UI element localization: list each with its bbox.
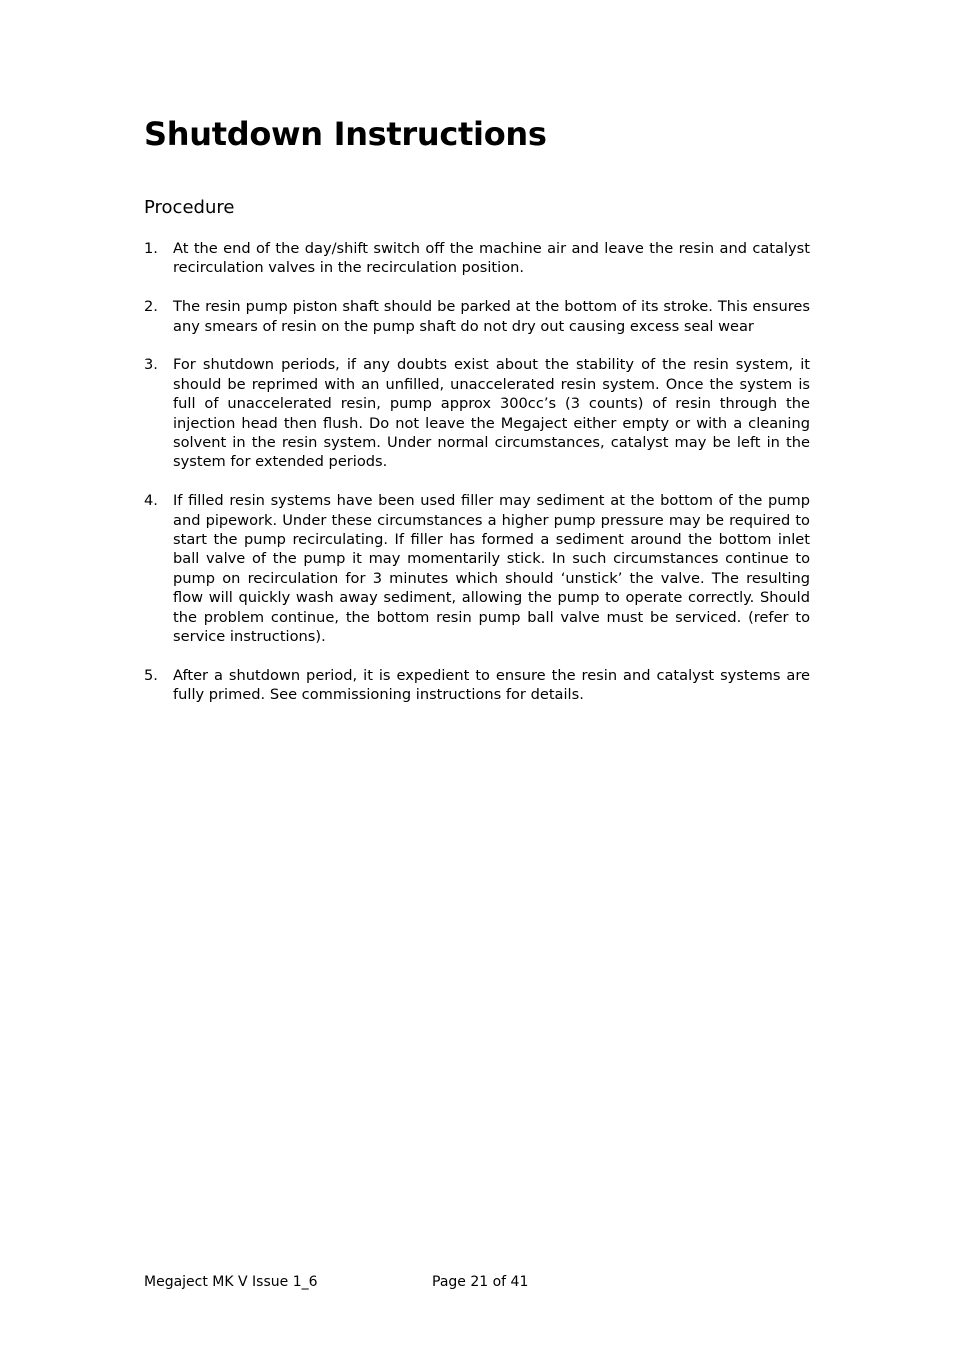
step-number: 5. (144, 666, 158, 684)
page-title: Shutdown Instructions (144, 115, 547, 153)
procedure-step-2 (144, 297, 810, 336)
footer-page-number: Page 21 of 41 (432, 1274, 529, 1290)
step-number: 2. (144, 298, 158, 316)
procedure-step-1 (144, 239, 810, 278)
step-text: After a shutdown period, it is expedient to ensure the resin and catalyst systems are fully primed. See commissioning instructions for details. (173, 666, 810, 704)
footer-document-id: Megaject MK V Issue 1_6 (144, 1274, 318, 1290)
step-text: For shutdown periods, if any doubts exist about the stability of the resin system, it should be reprimed with an unfilled, unaccelerated resin system. Once the system is full of unaccelerated resin, pump approx 300cc’s (3 counts) of resin through the injection head then flush. Do not leave the Megaject either empty or with a cleaning solvent in the resin system. Under normal circumstances, catalyst may be left in the system for extended periods. (173, 356, 810, 471)
procedure-steps-list (144, 239, 810, 724)
procedure-step-4 (144, 491, 810, 646)
step-number: 4. (144, 492, 158, 510)
procedure-step-5 (144, 666, 810, 705)
step-text: The resin pump piston shaft should be parked at the bottom of its stroke. This ensures any smears of resin on the pump shaft do not dry out causing excess seal wear (173, 298, 810, 335)
step-text: At the end of the day/shift switch off the machine air and leave the resin and catalyst recirculation valves in the recirculation position. (173, 240, 810, 277)
step-number: 3. (144, 356, 158, 374)
step-number: 1. (144, 240, 158, 257)
step-text: If filled resin systems have been used filler may sediment at the bottom of the pump and pipework. Under these circumstances a higher pump pressure may be required to start the pump recirculating. If filler has formed a sediment around the bottom inlet ball valve of the pump it may momentarily stick. In such circumstances continue to pump on recirculation for 3 minutes which should ‘unstick’ the valve. The resulting flow will quickly wash away sediment, allowing the pump to operate correctly. Should the problem continue, the bottom resin pump ball valve must be serviced. (refer to service instructions). (173, 492, 810, 646)
section-heading-procedure: Procedure (144, 197, 235, 218)
procedure-step-3 (144, 355, 810, 471)
